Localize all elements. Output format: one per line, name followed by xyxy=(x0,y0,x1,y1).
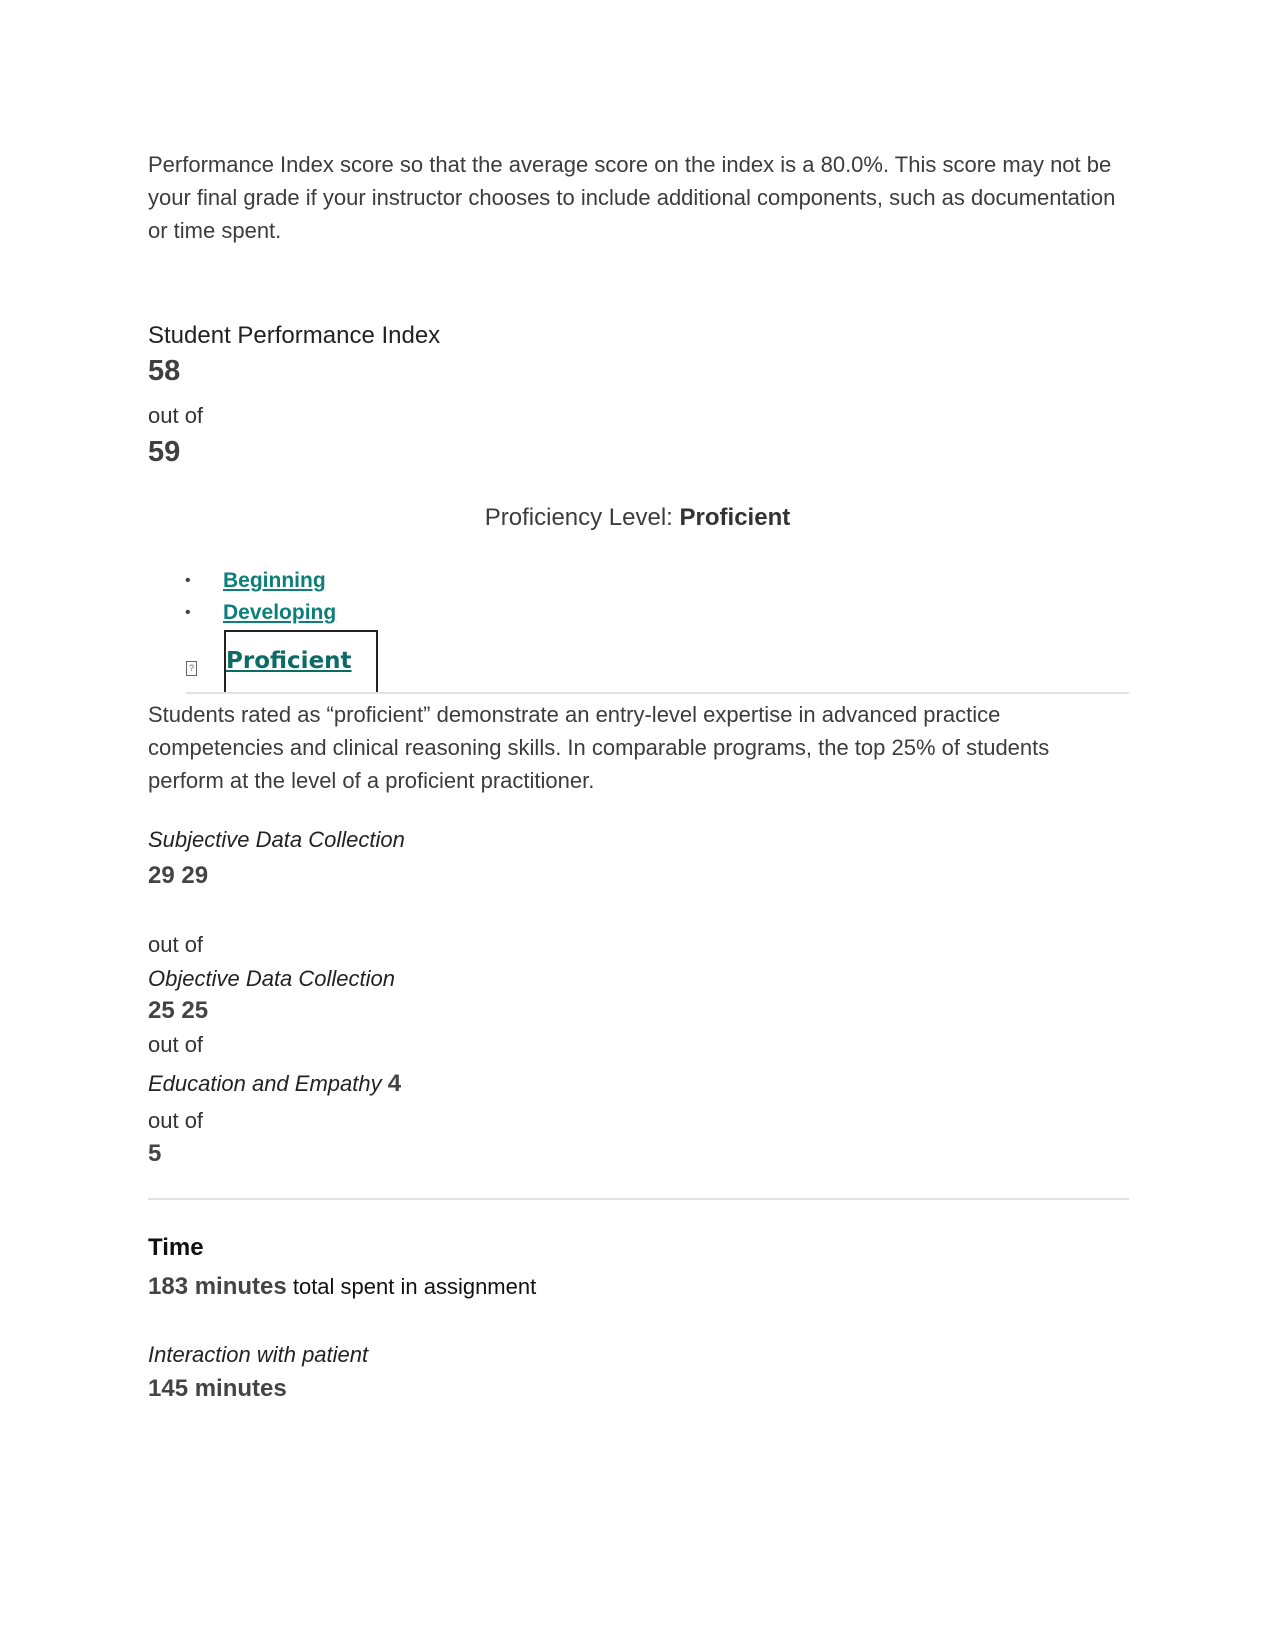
performance-index-max: 59 xyxy=(148,436,181,468)
time-heading: Time xyxy=(148,1234,204,1261)
category-score-objective: 25 25 xyxy=(148,997,209,1024)
proficiency-level-line xyxy=(0,504,1275,532)
level-link-proficient[interactable]: Proficient xyxy=(226,648,352,674)
category-out-of-education: out of xyxy=(148,1108,204,1133)
bullet-icon: • xyxy=(185,572,191,589)
level-link-beginning[interactable]: Beginning xyxy=(223,569,326,592)
category-score-subjective: 29 29 xyxy=(148,862,209,889)
performance-index-title: Student Performance Index xyxy=(148,322,441,349)
category-score-education: 4 xyxy=(387,1070,402,1097)
category-name-objective: Objective Data Collection xyxy=(148,966,396,991)
category-line-education xyxy=(148,1070,401,1098)
intro-paragraph: Performance Index score so that the average score on the index is a 80.0%. This score may not be your final grade if your instructor chooses to include additional components, such as documentation or time spent. xyxy=(148,152,1116,243)
category-name-subjective: Subjective Data Collection xyxy=(148,827,405,852)
category-out-of-subjective: out of xyxy=(148,932,204,957)
performance-index-out-of: out of xyxy=(148,403,204,428)
category-name-education: Education and Empathy xyxy=(148,1071,382,1096)
divider xyxy=(148,1198,1129,1200)
category-max-education: 5 xyxy=(148,1140,162,1167)
performance-index-score: 58 xyxy=(148,355,181,387)
time-total-line xyxy=(148,1273,536,1301)
interaction-value: 145 minutes xyxy=(148,1375,287,1402)
interaction-label: Interaction with patient xyxy=(148,1342,369,1367)
divider xyxy=(186,692,1129,694)
bullet-icon: • xyxy=(185,604,191,621)
missing-glyph-icon: ? xyxy=(186,661,197,676)
proficiency-level-value: Proficient xyxy=(679,504,791,531)
proficiency-description: Students rated as “proficient” demonstrate an entry-level expertise in advanced practice competencies and clinical reasoning skills. In comparable programs, the top 25% of students perform at the level of a proficient practitioner. xyxy=(148,702,1050,793)
proficiency-level-label: Proficiency Level: xyxy=(484,504,680,531)
time-total-value: 183 minutes xyxy=(148,1273,287,1300)
category-out-of-objective: out of xyxy=(148,1032,204,1057)
time-total-suffix: total spent in assignment xyxy=(286,1274,537,1299)
level-link-developing[interactable]: Developing xyxy=(223,601,337,624)
